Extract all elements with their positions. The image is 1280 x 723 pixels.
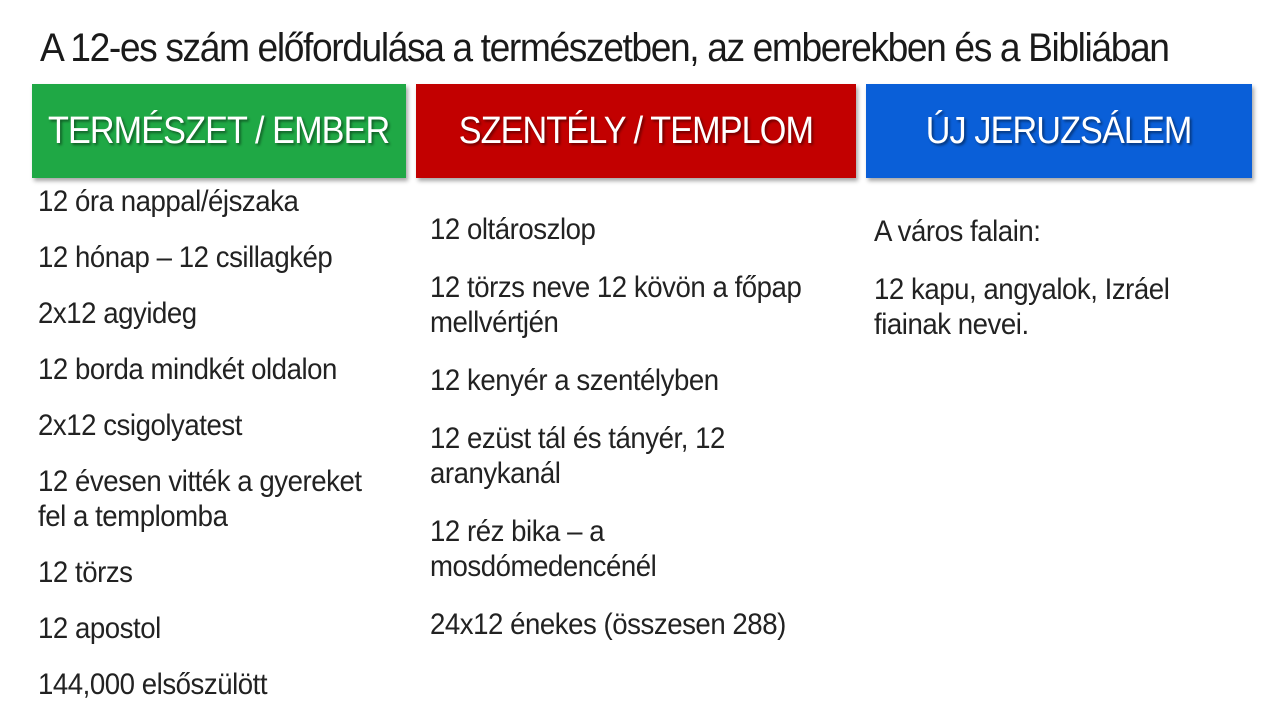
header-sanctuary-temple-label: SZENTÉLY / TEMPLOM	[458, 109, 814, 152]
list-item: 12 borda mindkét oldalon	[38, 353, 337, 386]
list-new-jerusalem	[874, 214, 1254, 365]
header-sanctuary-temple	[416, 84, 856, 178]
list-item: 144,000 elsőszülött	[38, 668, 268, 701]
list-item: 12 réz bika – a mosdómedencénél	[430, 515, 657, 583]
list-item: 2x12 agyideg	[38, 297, 197, 330]
list-item: 12 óra nappal/éjszaka	[38, 185, 299, 218]
list-item: 12 törzs neve 12 kövön a főpap mellvértjén	[430, 271, 802, 339]
header-new-jerusalem-label: ÚJ JERUZSÁLEM	[926, 109, 1192, 152]
list-item: 12 ezüst tál és tányér, 12 aranykanál	[430, 422, 725, 490]
header-nature-human-label: TERMÉSZET / EMBER	[48, 109, 390, 152]
header-nature-human	[32, 84, 406, 178]
list-item: 12 hónap – 12 csillagkép	[38, 241, 333, 274]
list-item: A város falain:	[874, 215, 1041, 248]
header-new-jerusalem	[866, 84, 1252, 178]
list-item: 12 oltároszlop	[430, 213, 596, 246]
list-item: 2x12 csigolyatest	[38, 409, 242, 442]
list-item: 12 évesen vitték a gyereket fel a templomba	[38, 465, 362, 533]
list-item: 24x12 énekes (összesen 288)	[430, 608, 786, 641]
list-item: 12 apostol	[38, 612, 161, 645]
list-item: 12 kapu, angyalok, Izráel fiainak nevei.	[874, 273, 1170, 341]
list-item: 12 kenyér a szentélyben	[430, 364, 719, 397]
list-sanctuary-temple	[430, 212, 850, 665]
slide-title: A 12-es szám előfordulása a természetben, az emberekben és a Bibliában	[40, 26, 1169, 70]
list-nature-human	[38, 184, 418, 723]
list-item: 12 törzs	[38, 556, 133, 589]
